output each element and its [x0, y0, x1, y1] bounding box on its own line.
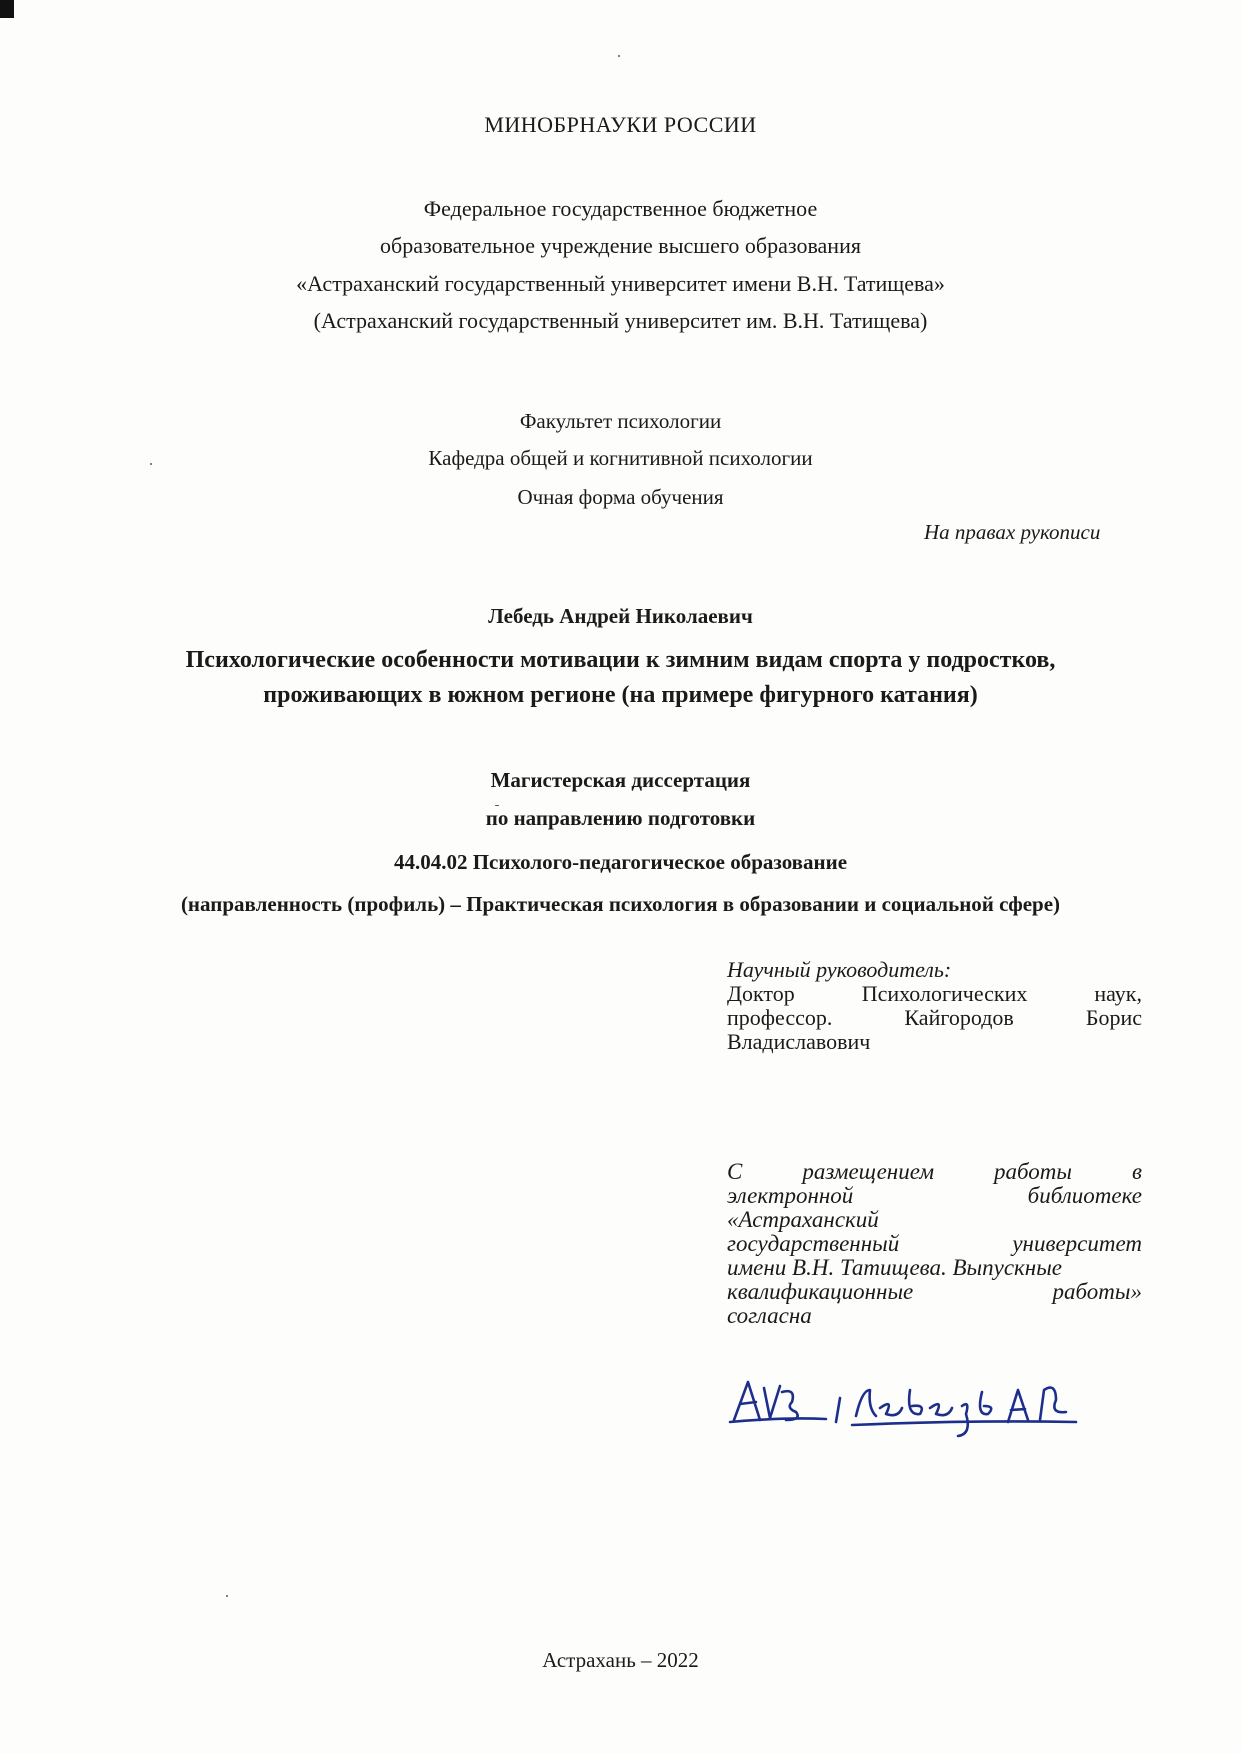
- consent-line-4: государственный университет: [727, 1231, 1142, 1256]
- consent-line-7: согласна: [727, 1303, 812, 1328]
- profile: (направленность (профиль) – Практическая психология в образовании и социальной сфере): [180, 892, 1061, 916]
- ministry-name: МИНОБРНАУКИ РОССИИ: [484, 112, 757, 137]
- consent-line-6: квалификационные работы»: [727, 1279, 1142, 1304]
- institution-line-3: «Астраханский государственный университет имени В.Н. Татищева»: [296, 271, 945, 296]
- thesis-title-line-1: Психологические особенности мотивации к зимним видам спорта у подростков,: [185, 647, 1056, 673]
- supervisor-line-1: Доктор Психологических наук,: [727, 981, 1142, 1006]
- institution-line-1: Федеральное государственное бюджетное: [423, 196, 818, 221]
- scan-dust: [226, 1595, 228, 1597]
- consent-line-2: электронной библиотеке: [727, 1183, 1142, 1208]
- institution-line-4: (Астраханский государственный университет им. В.Н. Татищева): [313, 308, 928, 333]
- study-form: Очная форма обучения: [517, 485, 724, 509]
- consent-line-5: имени В.Н. Татищева. Выпускные: [727, 1255, 1062, 1280]
- consent-block: [727, 1160, 1142, 1328]
- work-type: Магистерская диссертация: [490, 768, 751, 792]
- supervisor-block: [727, 958, 1142, 1054]
- thesis-title-line-2: проживающих в южном регионе (на примере фигурного катания): [263, 682, 978, 708]
- supervisor-label: Научный руководитель:: [727, 957, 952, 982]
- city-year: Астрахань – 2022: [542, 1648, 699, 1672]
- author-name: Лебедь Андрей Николаевич: [488, 604, 753, 628]
- direction: 44.04.02 Психолого-педагогическое образование: [393, 850, 848, 874]
- rights-note: На правах рукописи: [924, 520, 1101, 544]
- direction-label: по направлению подготовки: [485, 806, 756, 830]
- supervisor-line-2: профессор. Кайгородов Борис: [727, 1005, 1142, 1030]
- handwritten-signature: [726, 1368, 1096, 1438]
- consent-line-3: «Астраханский: [727, 1207, 879, 1232]
- faculty: Факультет психологии: [519, 409, 722, 433]
- scan-corner-mark: [0, 0, 14, 18]
- consent-line-1: С размещением работы в: [727, 1159, 1142, 1184]
- supervisor-line-3: Владиславович: [727, 1029, 871, 1054]
- institution-line-2: образовательное учреждение высшего образования: [380, 233, 861, 258]
- department: Кафедра общей и когнитивной психологии: [428, 446, 813, 470]
- scan-dust: [618, 55, 620, 57]
